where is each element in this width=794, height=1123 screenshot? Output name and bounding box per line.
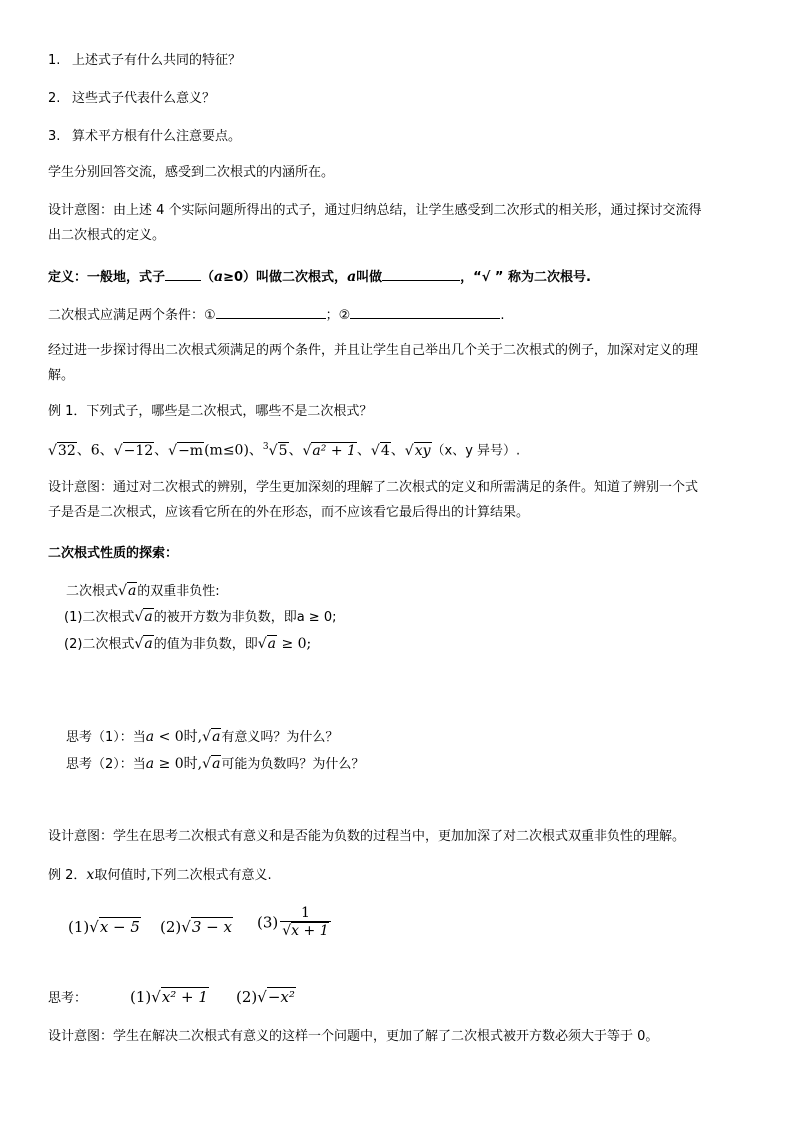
sqrt-a: √a <box>134 636 153 652</box>
design-intent-1-line1: 设计意图：由上述 4 个实际问题所得出的式子，通过归纳总结，让学生感受到二次形式的相关形，通过探讨交流得 <box>48 203 702 218</box>
think-3-label: 思考： <box>48 991 88 1006</box>
question-number: 2. <box>48 91 61 106</box>
example-2-expr-2: (2)√3 − x <box>160 918 232 936</box>
cube-root-5: √5 <box>268 442 288 459</box>
fraction: $\frac{1}{√x + 1}$ <box>282 905 329 939</box>
definition-text: ，“√ ” 称为二次根号. <box>460 270 591 285</box>
variable-a: a <box>347 269 357 285</box>
design-intent-4: 设计意图：学生在解决二次根式有意义的这样一个问题中，更加了解了二次根式被开方数必须大于等于 0。 <box>48 1029 659 1044</box>
question-2 <box>48 90 215 108</box>
blank-2 <box>382 268 460 281</box>
question-3 <box>48 128 241 146</box>
property-line-3: (2)二次根式√a的值为非负数，即√a ≥ 0; <box>64 636 312 652</box>
definition-text: ≥0）叫做二次根式， <box>223 270 348 285</box>
example-1-title: 例 1．下列式子，哪些是二次根式，哪些不是二次根式？ <box>48 404 373 419</box>
sqrt-a: √a <box>202 729 221 745</box>
blank-1 <box>165 268 201 281</box>
think-2: 思考（2）：当a ≥ 0时,√a可能为负数吗？为什么？ <box>66 756 365 772</box>
variable-a: a <box>214 269 224 285</box>
sqrt-a: √a <box>134 609 153 625</box>
blank-condition-2 <box>350 306 500 319</box>
definition-text: （ <box>201 270 215 285</box>
question-number: 1. <box>48 53 61 68</box>
think-3-expr-1: (1)√x² + 1 <box>130 988 208 1006</box>
sqrt-x-minus-5: √x − 5 <box>89 918 140 936</box>
question-number: 3. <box>48 129 61 144</box>
question-text: 算术平方根有什么注意要点。 <box>72 129 242 144</box>
example-2-title: 例 2．x取何值时,下列二次根式有意义. <box>48 867 272 883</box>
sqrt-a: √a <box>202 756 221 772</box>
question-text: 上述式子有什么共同的特征？ <box>72 53 242 68</box>
sqrt-3-minus-x: √3 − x <box>181 918 232 936</box>
example-2-expr-3: (3) $\frac{1}{√x + 1}$ <box>257 905 329 939</box>
sqrt-a: √a <box>257 636 276 652</box>
sqrt-neg-12: √−12 <box>113 442 154 459</box>
sqrt-neg-m: √−m <box>168 442 204 459</box>
sqrt-4: √4 <box>370 442 390 459</box>
conditions-text: . <box>500 308 505 323</box>
conditions-text: ；② <box>325 308 351 323</box>
sqrt-a2-plus-1: √a² + 1 <box>302 442 356 459</box>
definition-text: 叫做 <box>356 270 383 285</box>
conditions <box>48 306 504 325</box>
sqrt-neg-x2: √−x² <box>257 988 295 1006</box>
property-line-1: 二次根式√a的双重非负性: <box>66 583 220 599</box>
explore-line1: 经过进一步探讨得出二次根式须满足的两个条件，并且让学生自己举出几个关于二次根式的例子，加深对定义的理 <box>48 343 699 358</box>
question-text: 这些式子代表什么意义？ <box>72 91 216 106</box>
conditions-text: 二次根式应满足两个条件：① <box>48 308 216 323</box>
definition-text: 定义：一般地，式子 <box>48 270 166 285</box>
design-intent-3: 设计意图：学生在思考二次根式有意义和是否能为负数的过程当中，更加加深了对二次根式双重非负性的理解。 <box>48 829 686 844</box>
question-1 <box>48 52 241 70</box>
sqrt-32: √32 <box>48 442 76 459</box>
think-3-expr-2: (2)√−x² <box>236 988 295 1006</box>
design-intent-2-line2: 子是否是二次根式，应该看它所在的外在形态，而不应该看它最后得出的计算结果。 <box>48 505 530 520</box>
design-intent-2-line1: 设计意图：通过对二次根式的辨别，学生更加深刻的理解了二次根式的定义和所需满足的条件。知道了辨别一个式 <box>48 480 699 495</box>
example-2-expr-1: (1)√x − 5 <box>68 918 140 936</box>
student-answer: 学生分别回答交流，感受到二次根式的内涵所在。 <box>48 165 335 180</box>
sqrt-x2-plus-1: √x² + 1 <box>151 988 208 1006</box>
explore-line2: 解。 <box>48 368 75 383</box>
sqrt-xy: √xy <box>404 442 431 459</box>
sqrt-a: √a <box>118 583 137 599</box>
root-index: 3 <box>262 442 269 452</box>
property-line-2: (1)二次根式√a的被开方数为非负数，即a ≥ 0; <box>64 609 337 625</box>
definition <box>48 268 591 287</box>
think-1: 思考（1）：当a < 0时,√a有意义吗？为什么？ <box>66 729 339 745</box>
example-1-expressions: √32、6、√−12、√−m(m≤0)、$^3$√5、√a² + 1、√4、√xy（x、y 异号）. <box>48 442 521 459</box>
blank-condition-1 <box>216 306 326 319</box>
design-intent-1-line2: 出二次根式的定义。 <box>48 228 166 243</box>
property-title: 二次根式性质的探索： <box>48 546 179 561</box>
